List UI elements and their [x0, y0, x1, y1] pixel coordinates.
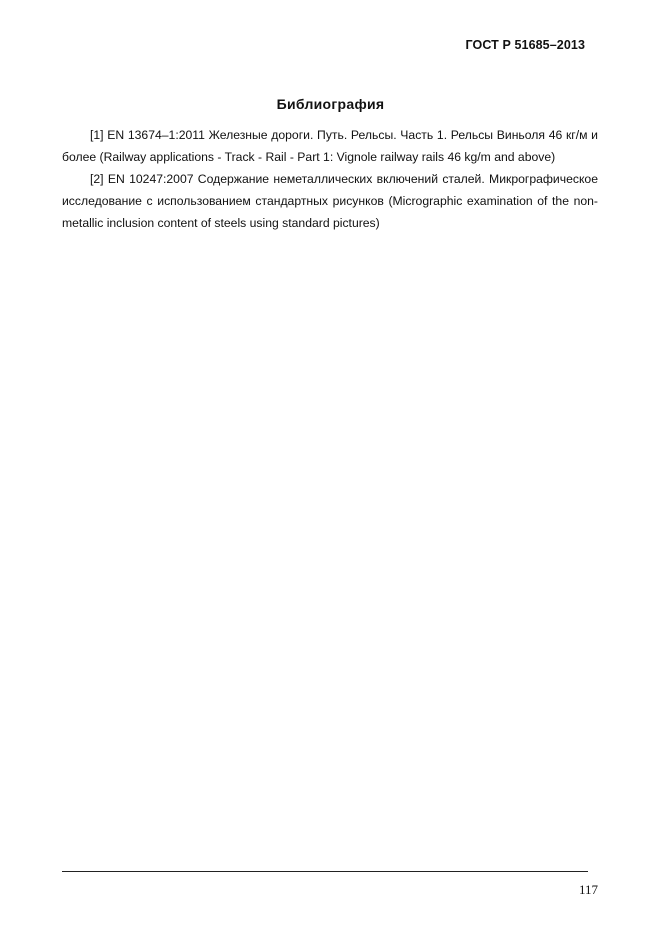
bibliography-title: Библиография: [276, 96, 385, 112]
bibliography-entry: [2] EN 10247:2007 Содержание неметаллических включений сталей. Микрографическое исследование с использованием стандартных рисунков (Micrographic examination of the non-metallic inclusion content of steels using standard pictures): [62, 172, 598, 230]
page-number: 117: [578, 882, 598, 897]
document-header-standard-id: ГОСТ Р 51685–2013: [465, 38, 585, 52]
bibliography-entry: [1] EN 13674–1:2011 Железные дороги. Путь. Рельсы. Часть 1. Рельсы Виньоля 46 кг/м и более (Railway applications - Track - Rail - Part 1: Vignole railway rails 46 kg/m and above): [62, 128, 598, 164]
bibliography-list: [62, 124, 598, 234]
footer-divider: [62, 871, 588, 872]
